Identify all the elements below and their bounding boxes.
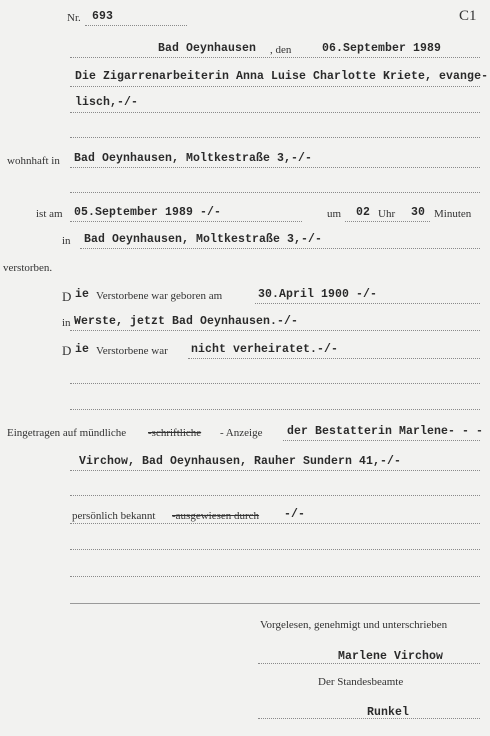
registrar-label: Der Standesbeamte — [318, 676, 404, 688]
time-rule — [345, 221, 430, 222]
informant-line-1: der Bestatterin Marlene- - - — [287, 425, 484, 438]
deceased-line-1-rule — [70, 86, 480, 87]
residence-rule-2 — [70, 192, 480, 193]
birth-label: Verstorbene war geboren am — [96, 290, 223, 302]
death-date: 05.September 1989 -/- — [74, 206, 222, 219]
marital-status: nicht verheiratet.-/- — [191, 343, 339, 356]
death-place: Bad Oeynhausen, Moltkestraße 3,-/- — [84, 233, 323, 246]
identity-blank-2 — [70, 576, 480, 577]
nr-label: Nr. — [67, 12, 81, 24]
marital-blank-1 — [70, 383, 480, 384]
birth-prefix: D — [62, 289, 72, 304]
minuten-label: Minuten — [434, 208, 472, 220]
registration-label: Eingetragen auf mündliche — [7, 427, 127, 439]
informant-blank — [70, 495, 480, 496]
birth-date: 30.April 1900 -/- — [258, 288, 378, 301]
deceased-line-1: Die Zigarrenarbeiterin Anna Luise Charlotte Kriete, evange- — [75, 70, 489, 83]
marital-label: Verstorbene war — [96, 345, 168, 357]
marital-blank-2 — [70, 409, 480, 410]
death-date-label: ist am — [36, 208, 63, 220]
identity-label: persönlich bekannt — [72, 510, 156, 522]
nr-line — [85, 25, 187, 26]
marital-ie: ie — [75, 343, 90, 356]
birth-place-label: in — [62, 317, 71, 329]
death-place-rule — [80, 248, 480, 249]
deceased-line-2: lisch,-/- — [75, 96, 139, 109]
place-of-registration: Bad Oeynhausen — [158, 42, 257, 55]
anzeige-label: - Anzeige — [220, 427, 263, 439]
um-label: um — [327, 208, 342, 220]
registration-struck: -schriftliche — [148, 427, 202, 439]
birth-place: Werste, jetzt Bad Oeynhausen.-/- — [74, 315, 299, 328]
residence-value: Bad Oeynhausen, Moltkestraße 3,-/- — [74, 152, 313, 165]
blank-line — [70, 137, 480, 138]
identity-blank-3 — [70, 603, 480, 604]
death-date-rule — [70, 221, 302, 222]
registrar-rule — [258, 718, 480, 719]
birth-date-rule — [255, 303, 480, 304]
informant-rule-2 — [70, 470, 480, 471]
nr-value: 693 — [92, 10, 114, 23]
residence-rule — [70, 167, 480, 168]
residence-label: wohnhaft in — [7, 155, 60, 167]
verstorben-label: verstorben. — [3, 262, 53, 274]
registration-date: 06.September 1989 — [322, 42, 442, 55]
death-minute: 30 — [411, 206, 426, 219]
signatory-rule — [258, 663, 480, 664]
identity-rule — [70, 523, 480, 524]
birth-ie: ie — [75, 288, 90, 301]
death-place-label: in — [62, 235, 71, 247]
signatory-name: Marlene Virchow — [338, 650, 444, 663]
date-line — [70, 57, 480, 58]
uhr-label: Uhr — [378, 208, 396, 220]
informant-rule-1 — [283, 440, 480, 441]
identity-struck: -ausgewiesen durch — [172, 510, 260, 522]
informant-line-2: Virchow, Bad Oeynhausen, Rauher Sundern 41,-/- — [79, 455, 402, 468]
closing-statement: Vorgelesen, genehmigt und unterschrieben — [260, 619, 448, 631]
den-label: , den — [270, 44, 292, 56]
form-code: C1 — [459, 8, 477, 24]
marital-rule — [188, 358, 480, 359]
deceased-line-2-rule — [70, 112, 480, 113]
birth-place-rule — [70, 330, 480, 331]
identity-blank-1 — [70, 549, 480, 550]
identity-value: -/- — [284, 508, 306, 521]
death-hour: 02 — [356, 206, 371, 219]
marital-prefix: D — [62, 343, 72, 358]
registrar-name: Runkel — [367, 706, 410, 719]
